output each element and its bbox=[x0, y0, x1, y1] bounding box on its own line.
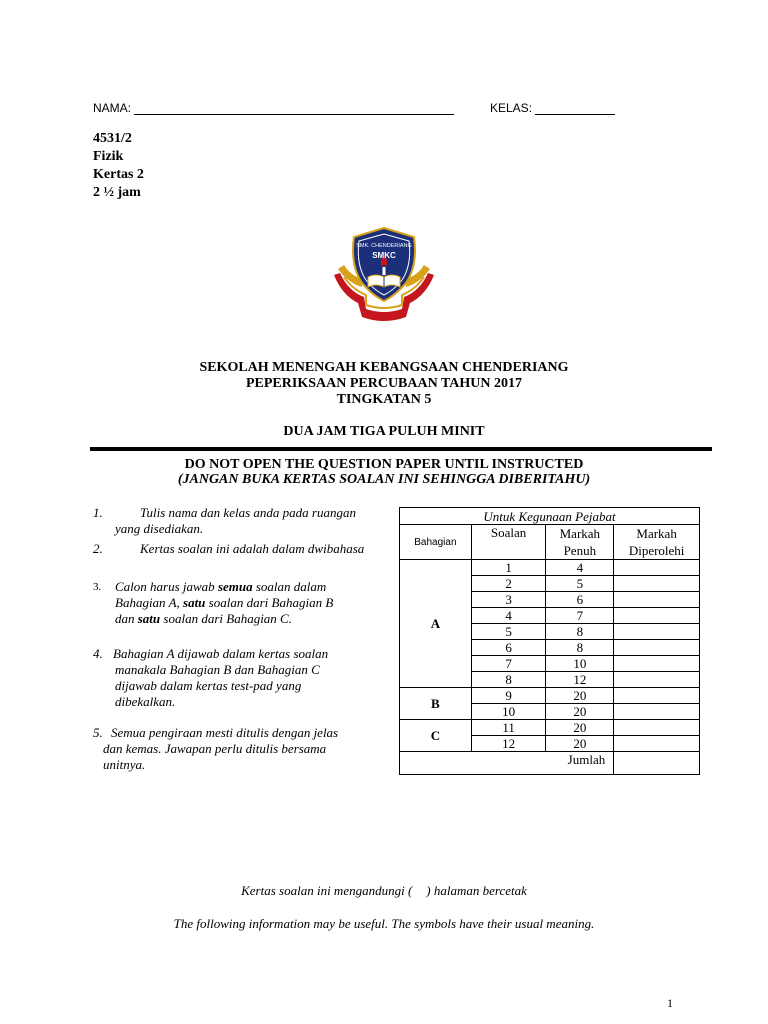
header-soalan: Soalan bbox=[471, 525, 546, 560]
paper-number: Kertas 2 bbox=[93, 167, 144, 182]
instruction-4: 4. Bahagian A dijawab dalam kertas soalan manakala Bahagian B dan Bahagian C dijawab dalam kertas test-pad yang dibekalkan. bbox=[93, 646, 329, 709]
score-cell[interactable] bbox=[614, 592, 700, 608]
page-count-line: Kertas soalan ini mengandungi ( ) halaman bercetak bbox=[241, 883, 527, 898]
instruction-3: 3. Calon harus jawab semua soalan dalam Bahagian A, satu soalan dari Bahagian B dan satu soalan dari Bahagian C. bbox=[93, 579, 334, 626]
logo-text-top: SMK. CHENDERIANG bbox=[356, 243, 412, 249]
school-name: SEKOLAH MENENGAH KEBANGSAAN CHENDERIANG bbox=[199, 360, 569, 375]
score-cell[interactable] bbox=[614, 640, 700, 656]
instructions bbox=[93, 505, 403, 773]
instruction-5: 5. Semua pengiraan mesti ditulis dengan jelas dan kemas. Jawapan perlu ditulis bersama unitnya. bbox=[93, 725, 339, 772]
section-c: C bbox=[400, 720, 472, 752]
instruction-2: 2. Kertas soalan ini adalah dalam dwibahasa bbox=[93, 541, 365, 556]
score-cell[interactable] bbox=[614, 704, 700, 720]
page-number: 1 bbox=[667, 996, 673, 1010]
exam-name: PEPERIKSAAN PERCUBAAN TAHUN 2017 bbox=[245, 376, 522, 391]
score-cell[interactable] bbox=[614, 688, 700, 704]
form-name: TINGKATAN 5 bbox=[336, 392, 432, 407]
score-cell[interactable] bbox=[614, 560, 700, 576]
header-markah-diperolehi: Markah Diperolehi bbox=[614, 525, 700, 560]
header-markah-penuh: Markah Penuh bbox=[546, 525, 614, 560]
titles-block bbox=[0, 360, 768, 408]
paper-subject: Fizik bbox=[93, 149, 124, 164]
paper-code: 4531/2 bbox=[93, 131, 132, 146]
info-line: The following information may be useful. The symbols have their usual meaning. bbox=[173, 916, 595, 931]
section-b: B bbox=[400, 688, 472, 720]
warning-en: DO NOT OPEN THE QUESTION PAPER UNTIL INSTRUCTED bbox=[184, 457, 584, 472]
warning-my: (JANGAN BUKA KERTAS SOALAN INI SEHINGGA DIBERITAHU) bbox=[177, 472, 591, 487]
divider bbox=[90, 447, 712, 451]
section-a: A bbox=[400, 560, 472, 688]
instruction-1: 1. Tulis nama dan kelas anda pada ruangan yang disediakan. bbox=[93, 505, 356, 536]
class-row bbox=[490, 101, 615, 115]
logo-text-main: SMKC bbox=[372, 251, 396, 260]
nama-field[interactable] bbox=[134, 102, 454, 115]
score-cell[interactable] bbox=[614, 656, 700, 672]
duration-words: DUA JAM TIGA PULUH MINIT bbox=[283, 424, 485, 439]
score-cell[interactable] bbox=[614, 624, 700, 640]
kelas-label: KELAS: bbox=[490, 101, 533, 115]
score-cell[interactable] bbox=[614, 720, 700, 736]
score-cell[interactable] bbox=[614, 736, 700, 752]
score-cell[interactable] bbox=[614, 608, 700, 624]
score-cell[interactable] bbox=[614, 576, 700, 592]
school-logo bbox=[332, 225, 436, 323]
office-use-table: Untuk Kegunaan Pejabat Bahagian Soalan Markah Penuh Markah Diperolehi A 1 4 2 5 3 6 4 7 5 8 6 8 7 10 8 12 B 9 20 10 20 C 11 20 12 20 Jumlah bbox=[399, 507, 700, 775]
paper-duration: 2 ½ jam bbox=[93, 185, 141, 200]
name-row bbox=[93, 101, 454, 115]
paper-info bbox=[93, 130, 144, 202]
header-bahagian: Bahagian bbox=[400, 525, 472, 560]
total-label: Jumlah bbox=[400, 752, 614, 775]
nama-label: NAMA: bbox=[93, 101, 132, 115]
kelas-field[interactable] bbox=[535, 102, 615, 115]
total-score-cell[interactable] bbox=[614, 752, 700, 775]
office-table-title: Untuk Kegunaan Pejabat bbox=[400, 508, 700, 525]
score-cell[interactable] bbox=[614, 672, 700, 688]
